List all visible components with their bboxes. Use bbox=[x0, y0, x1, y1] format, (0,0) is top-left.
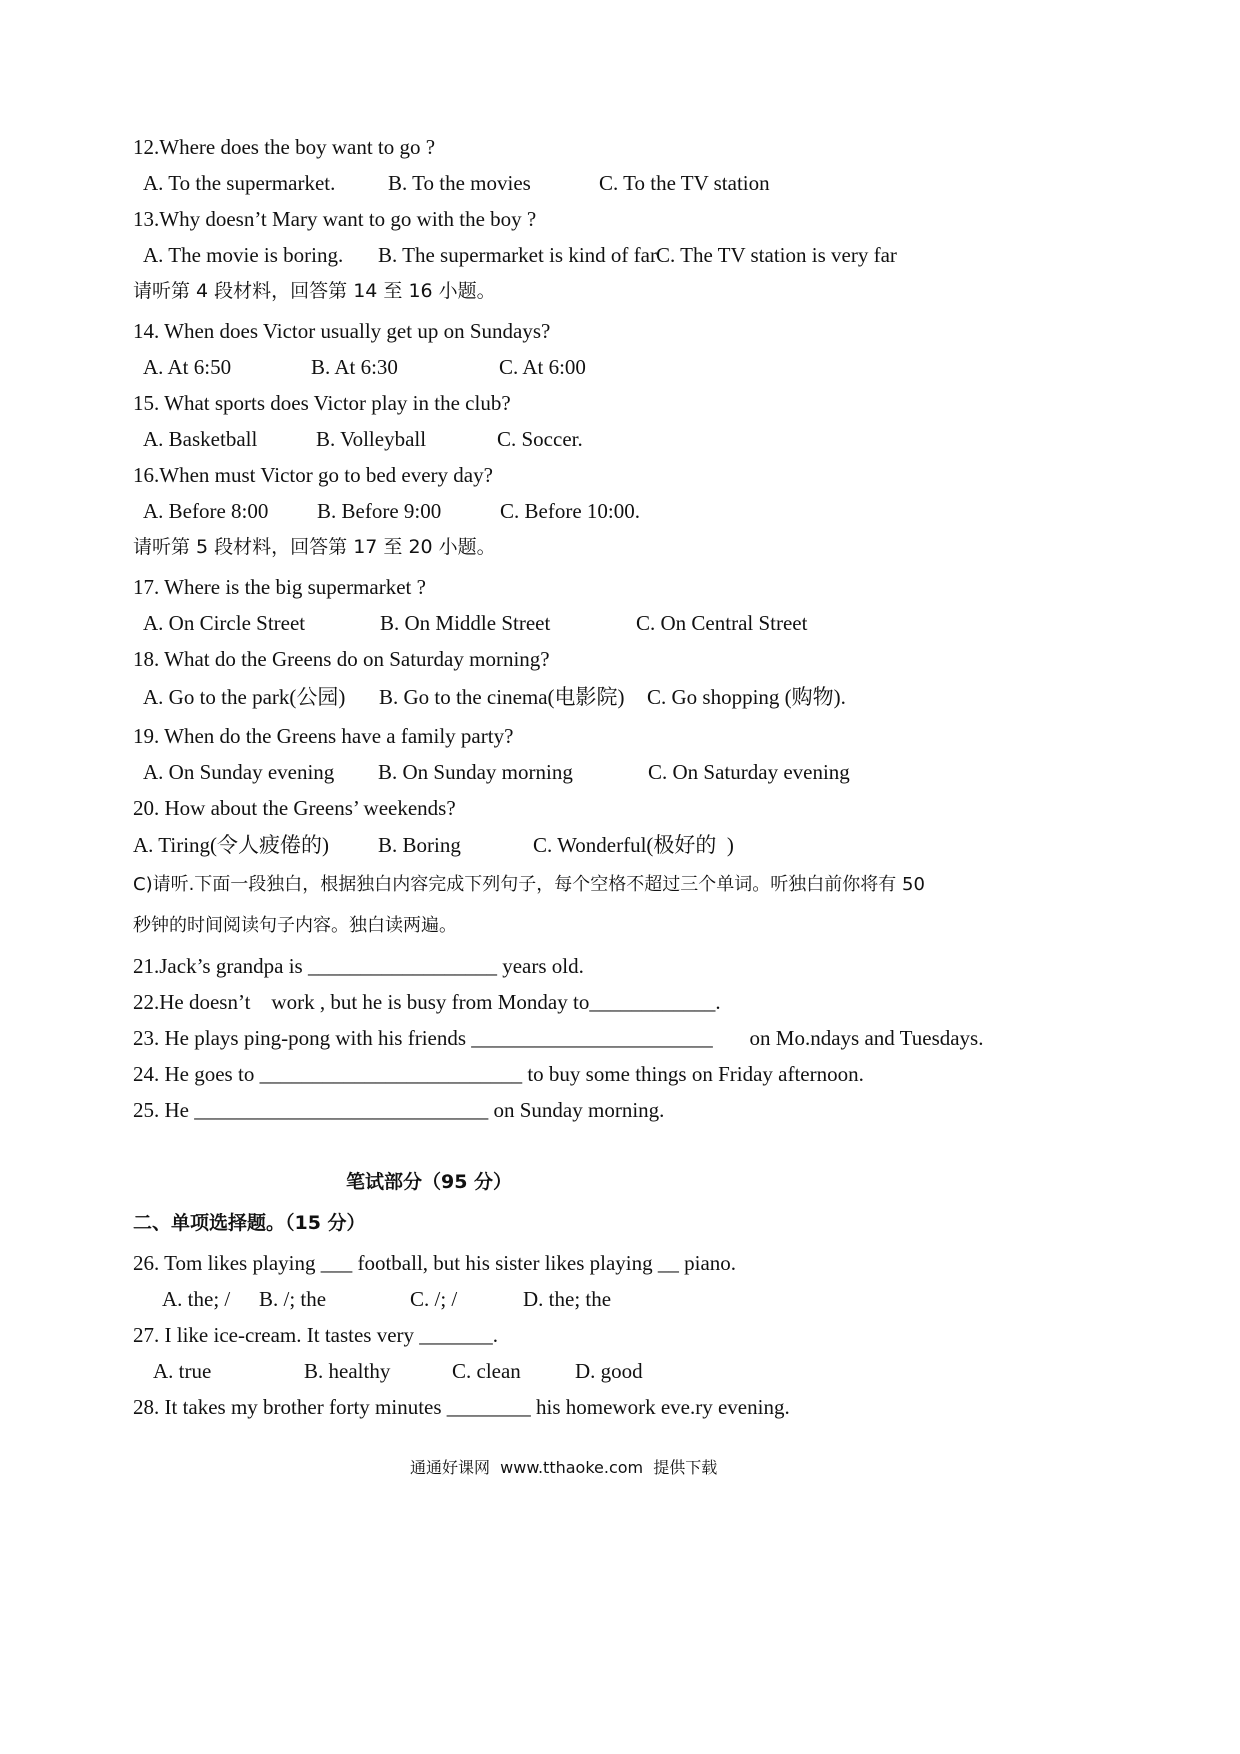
option-15b: B. Volleyball bbox=[316, 427, 427, 451]
option-19c: C. On Saturday evening bbox=[648, 760, 850, 784]
question-23: 23. He plays ping-pong with his friends _______________________ on Mo.ndays and Tuesdays. bbox=[133, 1026, 984, 1050]
question-14: 14. When does Victor usually get up on Sundays? bbox=[133, 319, 551, 343]
option-12b: B. To the movies bbox=[388, 171, 531, 195]
question-20: 20. How about the Greens’ weekends? bbox=[133, 796, 456, 820]
question-26: 26. Tom likes playing ___ football, but his sister likes playing __ piano. bbox=[133, 1251, 737, 1275]
part-c-instruction-line2: 秒钟的时间阅读句子内容。独白读两遍。 bbox=[133, 915, 457, 936]
option-15a: A. Basketball bbox=[143, 427, 258, 451]
option-27b: B. healthy bbox=[304, 1359, 391, 1383]
option-18b: B. Go to the cinema(电影院) bbox=[379, 685, 625, 709]
question-16: 16.When must Victor go to bed every day? bbox=[133, 463, 493, 487]
option-14a: A. At 6:50 bbox=[143, 355, 232, 379]
option-27a: A. true bbox=[153, 1359, 212, 1383]
option-20c: C. Wonderful(极好的 ) bbox=[533, 833, 734, 857]
question-12: 12.Where does the boy want to go ? bbox=[133, 135, 436, 159]
option-17a: A. On Circle Street bbox=[143, 611, 306, 635]
option-13c: C. The TV station is very far bbox=[656, 243, 897, 267]
option-16a: A. Before 8:00 bbox=[143, 499, 269, 523]
option-13b: B. The supermarket is kind of far bbox=[378, 243, 657, 267]
option-14c: C. At 6:00 bbox=[499, 355, 586, 379]
option-20a: A. Tiring(令人疲倦的) bbox=[133, 833, 330, 857]
question-22: 22.He doesn’t work , but he is busy from Monday to____________. bbox=[133, 990, 721, 1014]
option-16c: C. Before 10:00. bbox=[500, 499, 640, 523]
option-19a: A. On Sunday evening bbox=[143, 760, 335, 784]
option-26b: B. /; the bbox=[259, 1287, 327, 1311]
part-c-instruction-line1: C)请听.下面一段独白，根据独白内容完成下列句子，每个空格不超过三个单词。听独白前你将有 50 bbox=[133, 874, 925, 895]
option-12a: A. To the supermarket. bbox=[143, 171, 336, 195]
option-26d: D. the; the bbox=[523, 1287, 612, 1311]
option-17c: C. On Central Street bbox=[636, 611, 808, 635]
option-27c: C. clean bbox=[452, 1359, 521, 1383]
section-5-instruction: 请听第 5 段材料，回答第 17 至 20 小题。 bbox=[133, 536, 496, 558]
page-footer: 通通好课网 www.tthaoke.com 提供下载 bbox=[410, 1458, 718, 1477]
question-24: 24. He goes to _________________________ to buy some things on Friday afternoon. bbox=[133, 1062, 864, 1086]
question-21: 21.Jack’s grandpa is __________________ years old. bbox=[133, 954, 584, 978]
question-25: 25. He ____________________________ on Sunday morning. bbox=[133, 1098, 665, 1122]
question-13: 13.Why doesn’t Mary want to go with the boy ? bbox=[133, 207, 537, 231]
section-2-title: 二、单项选择题。（15 分） bbox=[133, 1212, 366, 1234]
option-26a: A. the; / bbox=[162, 1287, 231, 1311]
question-28: 28. It takes my brother forty minutes ________ his homework eve.ry evening. bbox=[133, 1395, 790, 1419]
option-16b: B. Before 9:00 bbox=[317, 499, 442, 523]
question-17: 17. Where is the big supermarket ? bbox=[133, 575, 426, 599]
option-15c: C. Soccer. bbox=[497, 427, 583, 451]
option-18c: C. Go shopping (购物). bbox=[647, 685, 846, 709]
question-18: 18. What do the Greens do on Saturday morning? bbox=[133, 647, 550, 671]
question-19: 19. When do the Greens have a family party? bbox=[133, 724, 514, 748]
option-18a: A. Go to the park(公园) bbox=[143, 685, 346, 709]
option-17b: B. On Middle Street bbox=[380, 611, 551, 635]
option-20b: B. Boring bbox=[378, 833, 461, 857]
written-part-title: 笔试部分（95 分） bbox=[346, 1171, 513, 1193]
option-14b: B. At 6:30 bbox=[311, 355, 398, 379]
option-26c: C. /; / bbox=[410, 1287, 458, 1311]
option-12c: C. To the TV station bbox=[599, 171, 770, 195]
section-4-instruction: 请听第 4 段材料，回答第 14 至 16 小题。 bbox=[133, 280, 496, 302]
option-13a: A. The movie is boring. bbox=[143, 243, 344, 267]
option-27d: D. good bbox=[575, 1359, 643, 1383]
question-15: 15. What sports does Victor play in the club? bbox=[133, 391, 511, 415]
question-27: 27. I like ice-cream. It tastes very _______. bbox=[133, 1323, 499, 1347]
option-19b: B. On Sunday morning bbox=[378, 760, 573, 784]
